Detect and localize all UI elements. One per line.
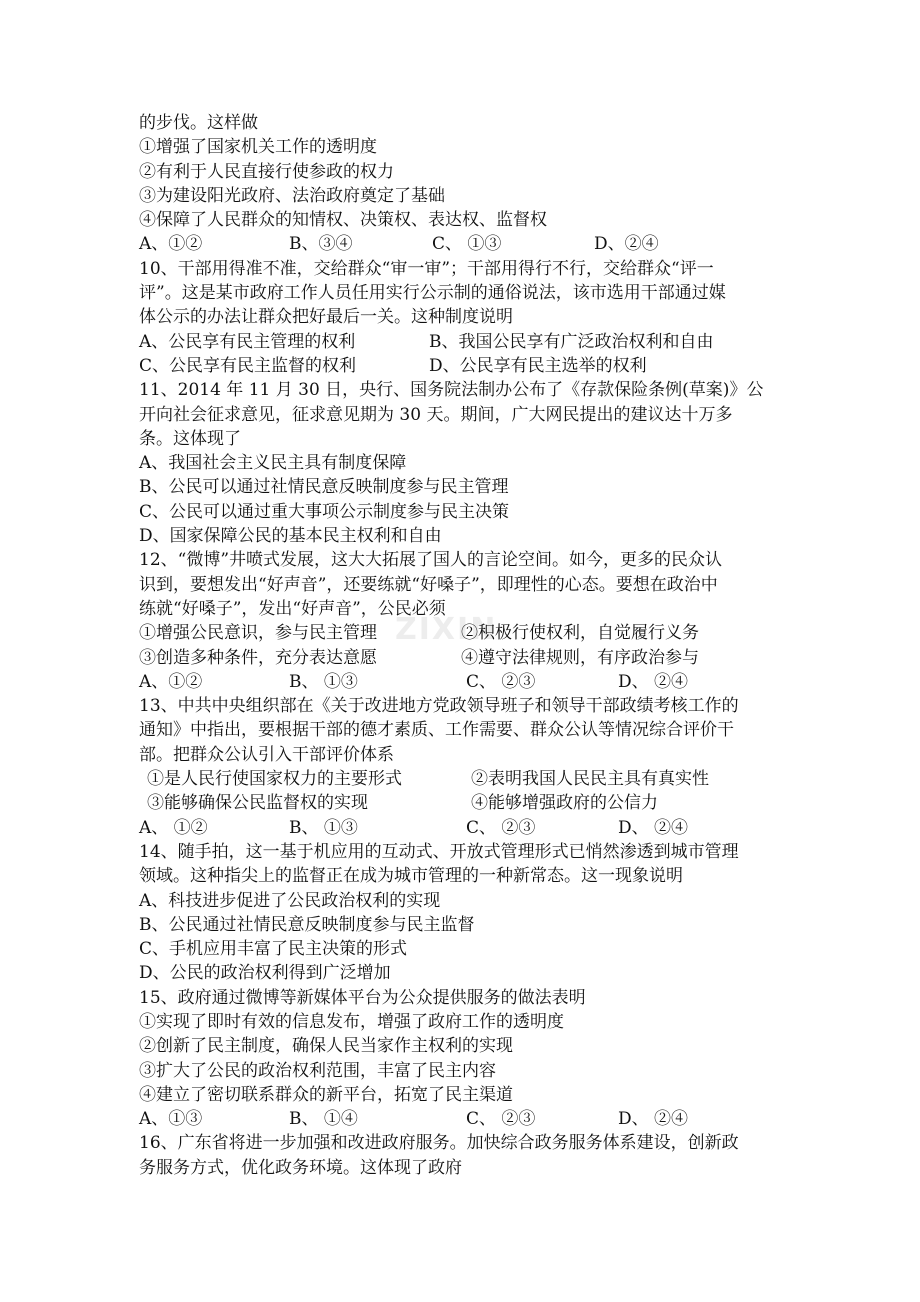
option-d: D、国家保障公民的基本民主权利和自由: [139, 526, 442, 547]
option-d: D、②④: [594, 234, 659, 255]
statement-4: ④能够增强政府的公信力: [471, 793, 658, 814]
question-10: 10、干部用得准不准，交给群众“审一审”；干部用得行不行，交给群众“评一: [139, 258, 714, 279]
option-a: A、科技进步促进了公民政治权利的实现: [139, 890, 441, 911]
option-d: D、公民的政治权利得到广泛增加: [139, 963, 391, 984]
question-16: 16、广东省将进一步加强和改进政府服务。加快综合政务服务体系建设，创新政: [139, 1133, 739, 1154]
question-15: 15、政府通过微博等新媒体平台为公众提供服务的做法表明: [139, 987, 586, 1008]
statement-1: ①实现了即时有效的信息发布，增强了政府工作的透明度: [139, 1011, 564, 1032]
option-a: A、我国社会主义民主具有制度保障: [139, 453, 407, 474]
statements-row: [139, 767, 789, 791]
option-c: C、 ①③: [432, 234, 502, 255]
option-b: B、公民可以通过社情民意反映制度参与民主管理: [139, 477, 509, 498]
statement-4: ④遵守法律规则，有序政治参与: [461, 647, 699, 668]
statement-1: ①增强了国家机关工作的透明度: [139, 137, 377, 158]
option-d: D、公民享有民主选举的权利: [429, 355, 647, 376]
option-c: C、手机应用丰富了民主决策的形式: [139, 939, 408, 960]
option-d: D、 ②④: [618, 1109, 689, 1130]
statements-row: [139, 791, 789, 815]
text-line: 练就“好嗓子”，发出“好声音”，公民必须: [139, 598, 446, 619]
text-line: 的步伐。这样做: [139, 113, 258, 133]
option-c: C、 ②③: [466, 671, 536, 692]
option-b: B、公民通过社情民意反映制度参与民主监督: [139, 914, 475, 935]
answer-options: [139, 816, 789, 840]
statement-3: ③创造多种条件，充分表达意愿: [139, 647, 377, 668]
option-a: A、①②: [139, 234, 203, 255]
statements-row: [139, 621, 789, 645]
option-c: C、 ②③: [466, 1109, 536, 1130]
option-b: B、 ①③: [289, 817, 358, 838]
option-b: B、③④: [289, 234, 353, 255]
text-line: 通知》中指出，要根据干部的德才素质、工作需要、群众公认等情况综合评价干: [139, 720, 734, 741]
answer-options: [139, 330, 789, 354]
option-c: C、公民享有民主监督的权利: [139, 355, 357, 376]
text-line: 开向社会征求意见，征求意见期为 30 天。期间，广大网民提出的建议达十万多: [139, 404, 733, 425]
statement-2: ②创新了民主制度，确保人民当家作主权利的实现: [139, 1036, 513, 1057]
text-line: 务服务方式，优化政务环境。这体现了政府: [139, 1157, 462, 1178]
statements-row: [139, 646, 789, 670]
statement-4: ④建立了密切联系群众的新平台，拓宽了民主渠道: [139, 1084, 513, 1105]
option-b: B、 ①③: [289, 671, 358, 692]
text-line: 识到，要想发出“好声音”，还要练就“好嗓子”，即理性的心态。要想在政治中: [139, 574, 718, 595]
option-a: A、 ①②: [139, 817, 208, 838]
option-a: A、公民享有民主管理的权利: [139, 331, 356, 352]
statement-3: ③扩大了公民的政治权利范围，丰富了民主内容: [139, 1060, 496, 1081]
statement-4: ④保障了人民群众的知情权、决策权、表达权、监督权: [139, 210, 547, 231]
option-c: C、公民可以通过重大事项公示制度参与民主决策: [139, 501, 510, 522]
answer-options: [139, 354, 789, 378]
watermark: ZIXIN: [395, 612, 498, 647]
option-b: B、我国公民享有广泛政治权利和自由: [429, 331, 714, 352]
option-d: D、 ②④: [618, 671, 689, 692]
question-12: 12、“微博”井喷式发展，这大大拓展了国人的言论空间。如今，更多的民众认: [139, 550, 723, 571]
statement-1: ①是人民行使国家权力的主要形式: [147, 769, 402, 790]
option-b: B、 ①④: [289, 1109, 358, 1130]
answer-options: [139, 1107, 789, 1131]
statement-2: ②积极行使权利，自觉履行义务: [461, 623, 699, 644]
text-line: 评”。这是某市政府工作人员任用实行公示制的通俗说法，该市选用干部通过媒: [139, 283, 726, 304]
statement-3: ③能够确保公民监督权的实现: [147, 793, 368, 814]
statement-1: ①增强公民意识，参与民主管理: [139, 623, 377, 644]
option-c: C、 ②③: [466, 817, 536, 838]
option-a: A、①③: [139, 1109, 203, 1130]
answer-options: [139, 232, 789, 256]
statement-2: ②有利于人民直接行使参政的权力: [139, 161, 394, 182]
question-14: 14、随手拍，这一基于机应用的互动式、开放式管理形式已悄然渗透到城市管理: [139, 841, 739, 862]
option-a: A、①②: [139, 671, 203, 692]
statement-3: ③为建设阳光政府、法治政府奠定了基础: [139, 185, 445, 206]
question-11: 11、2014 年 11 月 30 日，央行、国务院法制办公布了《存款保险条例(草案)》公: [139, 380, 764, 401]
text-line: 体公示的办法让群众把好最后一关。这种制度说明: [139, 307, 513, 328]
text-line: 部。把群众公认引入干部评价体系: [139, 744, 394, 765]
option-d: D、 ②④: [618, 817, 689, 838]
text-line: 条。这体现了: [139, 428, 241, 449]
question-13: 13、中共中央组织部在《关于改进地方党政领导班子和领导干部政绩考核工作的: [139, 696, 739, 717]
statement-2: ②表明我国人民民主具有真实性: [471, 769, 709, 790]
text-line: 领域。这种指尖上的监督正在成为城市管理的一种新常态。这一现象说明: [139, 866, 683, 887]
question-text: [139, 111, 789, 1180]
answer-options: [139, 670, 789, 694]
